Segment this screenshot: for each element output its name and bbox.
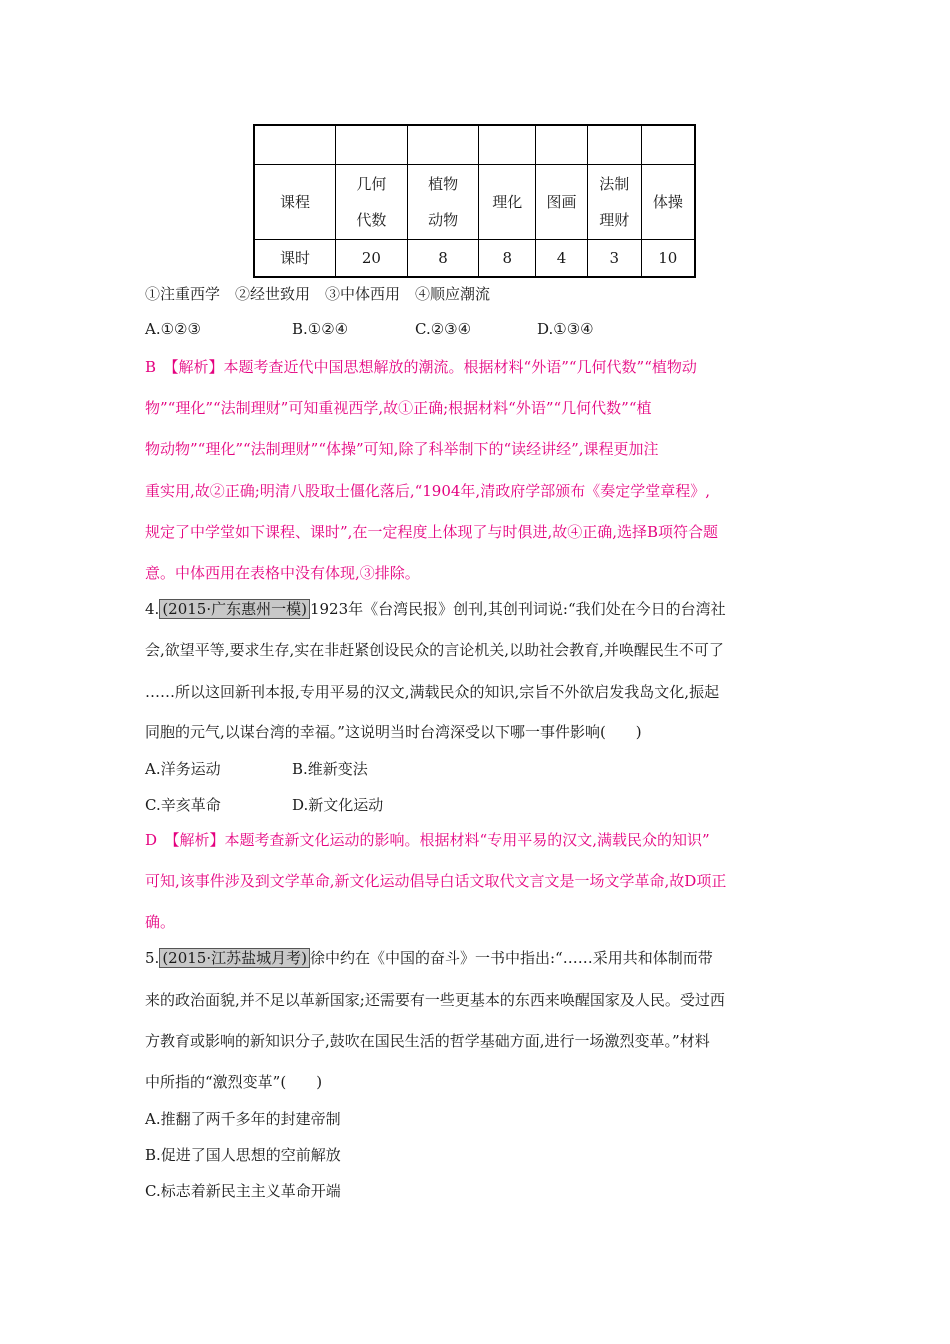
q3-statements: ①注重西学 ②经世致用 ③中体西用 ④顺应潮流 — [145, 285, 491, 303]
table-cell-subject — [536, 165, 588, 240]
table-cell — [479, 125, 536, 165]
table-cell — [536, 125, 588, 165]
q3-option-b: B.①②④ — [292, 320, 349, 338]
subject-line: 几何 — [356, 175, 387, 193]
table-cell-hours: 8 — [479, 240, 536, 278]
subject-line: 理化 — [492, 193, 523, 211]
q3-analysis-line: B 【解析】本题考查近代中国思想解放的潮流。根据材料“外语”“几何代数”“植物动 — [145, 358, 697, 376]
q4-option-c: C.辛亥革命 — [145, 796, 221, 814]
table-cell-hours: 8 — [407, 240, 479, 278]
table-cell-hours: 3 — [587, 240, 641, 278]
q5-source-tag: (2015·江苏盐城月考) — [159, 948, 310, 968]
table-row — [254, 125, 695, 165]
q3-option-d: D.①③④ — [537, 320, 594, 338]
q3-analysis-line: 规定了中学堂如下课程、课时”,在一定程度上体现了与时俱进,故④正确,选择B项符合题 — [145, 523, 718, 541]
q4-first-line: 1923年《台湾民报》创刊,其创刊词说:“我们处在今日的台湾社 — [309, 600, 726, 618]
q5-option-a: A.推翻了两千多年的封建帝制 — [145, 1110, 341, 1128]
q5-first-line: 徐中约在《中国的奋斗》一书中指出:“……采用共和体制而带 — [309, 949, 713, 967]
q4-option-d: D.新文化运动 — [292, 796, 384, 814]
q4-number: 4. — [145, 600, 160, 618]
q4-analysis-line: 确。 — [145, 913, 176, 931]
table-cell — [587, 125, 641, 165]
table-cell-subject — [641, 165, 695, 240]
table-cell — [641, 125, 695, 165]
q5-option-c: C.标志着新民主主义革命开端 — [145, 1182, 341, 1200]
table-header-course: 课程 — [254, 165, 336, 240]
q3-analysis-line: 意。中体西用在表格中没有体现,③排除。 — [145, 564, 420, 582]
table-cell — [336, 125, 408, 165]
q4-source-tag: (2015·广东惠州一模) — [159, 599, 310, 619]
q5-option-b: B.促进了国人思想的空前解放 — [145, 1146, 341, 1164]
q5-stem-line: 方教育或影响的新知识分子,鼓吹在国民生活的哲学基础方面,进行一场激烈变革。”材料 — [145, 1032, 710, 1050]
subject-line: 植物 — [428, 175, 459, 193]
table-cell-subject — [407, 165, 479, 240]
q4-stem-line: 会,欲望平等,要求生存,实在非赶紧创设民众的言论机关,以助社会教育,并唤醒民生不可了 — [145, 641, 724, 659]
subject-line: 理财 — [599, 211, 630, 229]
q4-stem-line: ……所以这回新刊本报,专用平易的汉文,满载民众的知识,宗旨不外欲启发我岛文化,振起 — [145, 683, 720, 701]
subject-line: 动物 — [428, 211, 459, 229]
curriculum-table — [253, 124, 696, 278]
table-row — [254, 165, 695, 240]
q4-option-a: A.洋务运动 — [145, 760, 221, 778]
q3-option-a: A.①②③ — [145, 320, 201, 338]
q4-option-b: B.维新变法 — [292, 760, 368, 778]
table-cell-hours: 4 — [536, 240, 588, 278]
table-cell-subject — [336, 165, 408, 240]
q5-stem-first-line — [145, 947, 713, 968]
q5-stem-line: 中所指的“激烈变革”( ) — [145, 1073, 323, 1091]
q3-option-c: C.②③④ — [415, 320, 472, 338]
subject-line: 法制 — [599, 175, 630, 193]
q4-analysis-line: D 【解析】本题考查新文化运动的影响。根据材料“专用平易的汉文,满载民众的知识” — [145, 831, 710, 849]
table-cell — [407, 125, 479, 165]
q3-analysis-line: 物”“理化”“法制理财”可知重视西学,故①正确;根据材料“外语”“几何代数”“植 — [145, 399, 652, 417]
table-cell-subject — [587, 165, 641, 240]
table-cell-hours: 20 — [336, 240, 408, 278]
table-cell — [254, 125, 336, 165]
q5-stem-line: 来的政治面貌,并不足以革新国家;还需要有一些更基本的东西来唤醒国家及人民。受过西 — [145, 991, 725, 1009]
table-row — [254, 240, 695, 278]
table-header-hours: 课时 — [254, 240, 336, 278]
q4-analysis-line: 可知,该事件涉及到文学革命,新文化运动倡导白话文取代文言文是一场文学革命,故D项正 — [145, 872, 727, 890]
q3-analysis-line: 物动物”“理化”“法制理财”“体操”可知,除了科举制下的“读经讲经”,课程更加注 — [145, 440, 659, 458]
table-cell-hours: 10 — [641, 240, 695, 278]
q3-analysis-line: 重实用,故②正确;明清八股取士僵化落后,“1904年,清政府学部颁布《奏定学堂章程》, — [145, 482, 710, 500]
q4-stem-line: 同胞的元气,以谋台湾的幸福。”这说明当时台湾深受以下哪一事件影响( ) — [145, 723, 642, 741]
q5-number: 5. — [145, 949, 160, 967]
subject-line: 代数 — [356, 211, 387, 229]
table-cell-subject — [479, 165, 536, 240]
subject-line: 体操 — [652, 193, 683, 211]
subject-line: 图画 — [546, 193, 577, 211]
q4-stem-first-line — [145, 598, 726, 619]
